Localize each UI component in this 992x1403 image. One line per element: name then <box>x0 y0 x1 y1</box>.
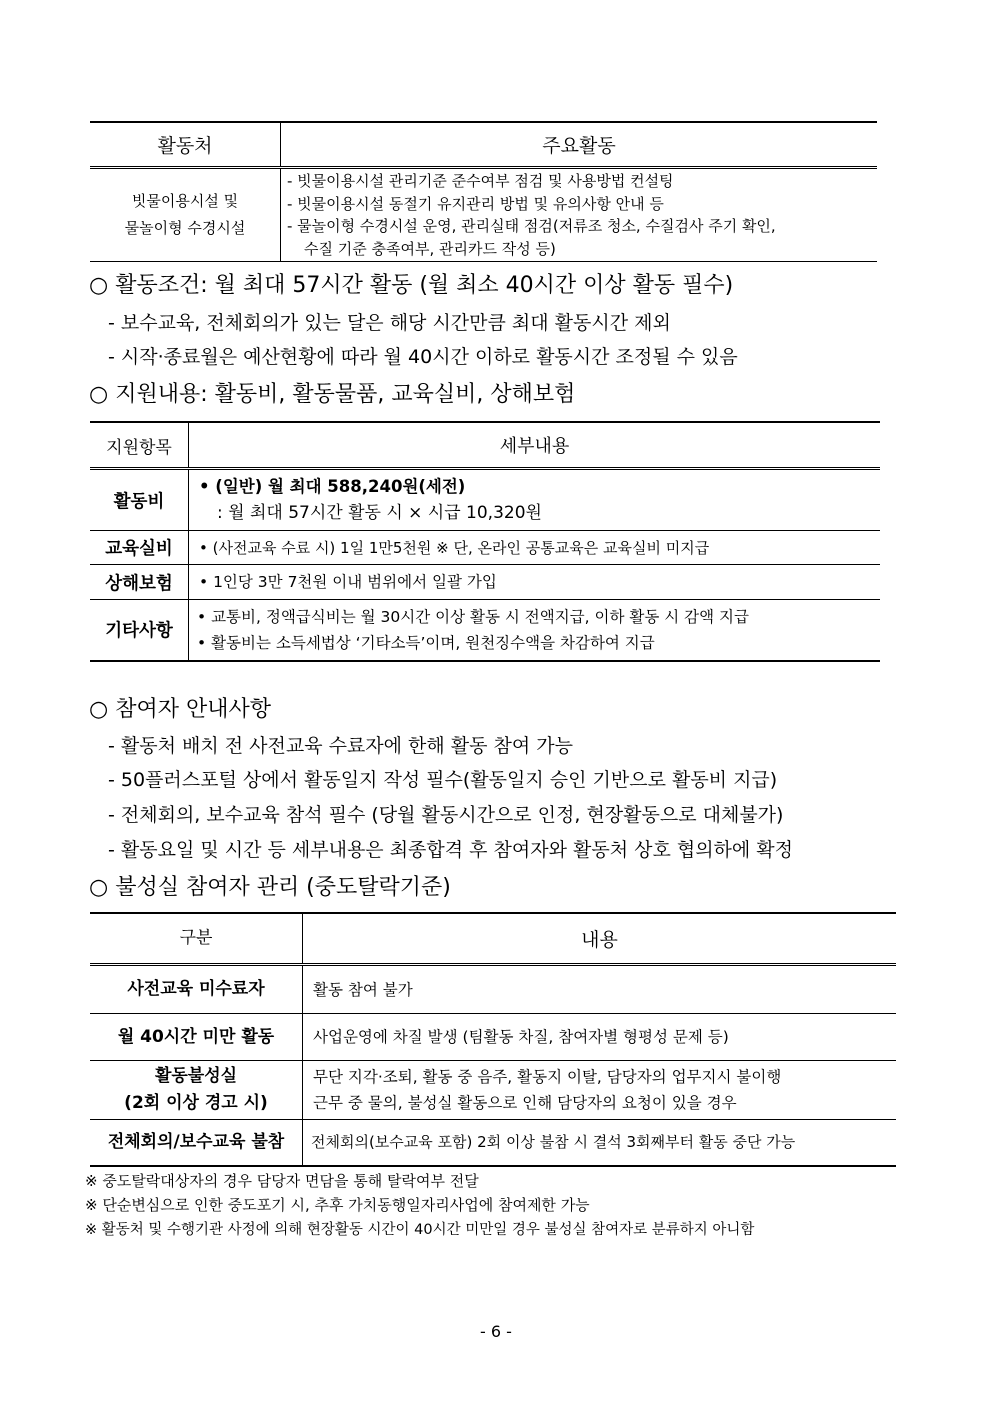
section-title-notice: ○ 참여자 안내사항 <box>89 697 271 722</box>
table2-header-detail: 세부내용 <box>189 422 881 469</box>
table3-header-content: 내용 <box>303 913 897 965</box>
table2-value <box>189 531 881 565</box>
table3-key <box>90 1014 303 1061</box>
table2-value-line: • (일반) 월 최대 588,240원(세전) <box>199 477 466 496</box>
section-title-conditions: ○ 활동조건: 월 최대 57시간 활동 (월 최소 40시간 이상 활동 필수) <box>89 273 734 298</box>
table3-key <box>90 1120 303 1166</box>
table2-key: 활동비 <box>90 469 189 531</box>
table3-value <box>303 965 897 1014</box>
table1-activity-line: - 빗물이용시설 동절기 유지관리 방법 및 유의사항 안내 등 <box>287 194 664 213</box>
table1-header-place: 활동처 <box>90 122 281 168</box>
section-title-manage: ○ 불성실 참여자 관리 (중도탈락기준) <box>89 875 451 900</box>
activity-place-table <box>90 121 877 262</box>
table2-value <box>189 600 881 661</box>
table-row <box>90 965 896 1014</box>
table-row <box>90 531 880 565</box>
table2-header-item: 지원항목 <box>90 422 189 469</box>
table-row <box>90 565 880 600</box>
table2-value-line: • 교통비, 정액급식비는 월 30시간 이상 활동 시 전액지급, 이하 활동 시 감액 지급 <box>197 607 749 626</box>
dropout-criteria-table <box>90 912 896 1167</box>
table1-place-line: 물놀이형 수경시설 <box>124 219 246 237</box>
footnote: ※ 단순변심으로 인한 중도포기 시, 추후 가치동행일자리사업에 참여제한 가능 <box>85 1196 590 1214</box>
table-row <box>90 600 880 661</box>
table3-value-line: 활동 참여 불가 <box>313 980 413 999</box>
table2-value-line: • 활동비는 소득세법상 ‘기타소득’이며, 원천징수액을 차감하여 지급 <box>197 633 655 652</box>
notice-item: - 활동처 배치 전 사전교육 수료자에 한해 활동 참여 가능 <box>108 735 574 757</box>
table3-value <box>303 1061 897 1120</box>
table3-value-line: 무단 지각·조퇴, 활동 중 음주, 활동지 이탈, 담당자의 업무지시 불이행 <box>313 1068 782 1086</box>
table-row <box>90 1120 896 1166</box>
conditions-item: - 보수교육, 전체회의가 있는 달은 해당 시간만큼 최대 활동시간 제외 <box>108 312 671 334</box>
support-table <box>90 421 880 662</box>
section-title-support: ○ 지원내용: 활동비, 활동물품, 교육실비, 상해보험 <box>89 382 576 407</box>
table2-value-line: : 월 최대 57시간 활동 시 × 시급 10,320원 <box>217 503 542 523</box>
table3-key-line: (2회 이상 경고 시) <box>124 1093 268 1113</box>
table3-key-line: 사전교육 미수료자 <box>127 979 265 999</box>
table3-key <box>90 1061 303 1120</box>
table1-activities-cell <box>281 168 878 262</box>
table2-key: 교육실비 <box>90 531 189 565</box>
table2-key: 상해보험 <box>90 565 189 600</box>
table3-value-line: 전체회의(보수교육 포함) 2회 이상 불참 시 결석 3회째부터 활동 중단 가능 <box>311 1133 796 1152</box>
table2-key: 기타사항 <box>90 600 189 661</box>
table3-value-line: 사업운영에 차질 발생 (팀활동 차질, 참여자별 형평성 문제 등) <box>313 1028 729 1046</box>
conditions-item: - 시작·종료월은 예산현황에 따라 월 40시간 이하로 활동시간 조정될 수 있음 <box>108 346 738 368</box>
notice-item: - 전체회의, 보수교육 참석 필수 (당월 활동시간으로 인정, 현장활동으로 대체불가) <box>108 804 784 826</box>
table1-activity-line: - 물놀이형 수경시설 운영, 관리실태 점검(저류조 청소, 수질검사 주기 확인, <box>287 217 776 235</box>
table2-value <box>189 565 881 600</box>
table3-key-line: 활동불성실 <box>154 1066 238 1086</box>
table1-place-cell <box>90 168 281 262</box>
table1-activity-line: - 빗물이용시설 관리기준 준수여부 점검 및 사용방법 컨설팅 <box>287 172 674 190</box>
table-row <box>90 469 880 531</box>
page-number: - 6 - <box>480 1322 512 1341</box>
table3-value <box>303 1120 897 1166</box>
footnote: ※ 중도탈락대상자의 경우 담당자 면담을 통해 탈락여부 전달 <box>85 1172 479 1190</box>
table1-activity-line: 수질 기준 충족여부, 관리카드 작성 등) <box>304 239 556 258</box>
table2-value-line: • (사전교육 수료 시) 1일 1만5천원 ※ 단, 온라인 공통교육은 교육실비 미지급 <box>199 538 710 557</box>
table3-value-line: 근무 중 물의, 불성실 활동으로 인해 담당자의 요청이 있을 경우 <box>313 1094 737 1112</box>
table1-place-line: 빗물이용시설 및 <box>131 192 239 210</box>
table1-header-activities: 주요활동 <box>281 122 878 168</box>
table3-key-line: 전체회의/보수교육 불참 <box>107 1131 285 1152</box>
table3-header-category: 구분 <box>90 913 303 965</box>
table-row <box>90 1061 896 1120</box>
notice-item: - 50플러스포털 상에서 활동일지 작성 필수(활동일지 승인 기반으로 활동비 지급) <box>108 769 778 791</box>
table2-value <box>189 469 881 531</box>
table-row <box>90 1014 896 1061</box>
footnote: ※ 활동처 및 수행기관 사정에 의해 현장활동 시간이 40시간 미만일 경우 불성실 참여자로 분류하지 아니함 <box>85 1222 755 1238</box>
table3-key <box>90 965 303 1014</box>
table3-value <box>303 1014 897 1061</box>
table2-value-line: • 1인당 3만 7천원 이내 범위에서 일괄 가입 <box>199 573 497 591</box>
table3-key-line: 월 40시간 미만 활동 <box>117 1026 275 1047</box>
notice-item: - 활동요일 및 시간 등 세부내용은 최종합격 후 참여자와 활동처 상호 협의하에 확정 <box>108 839 794 861</box>
